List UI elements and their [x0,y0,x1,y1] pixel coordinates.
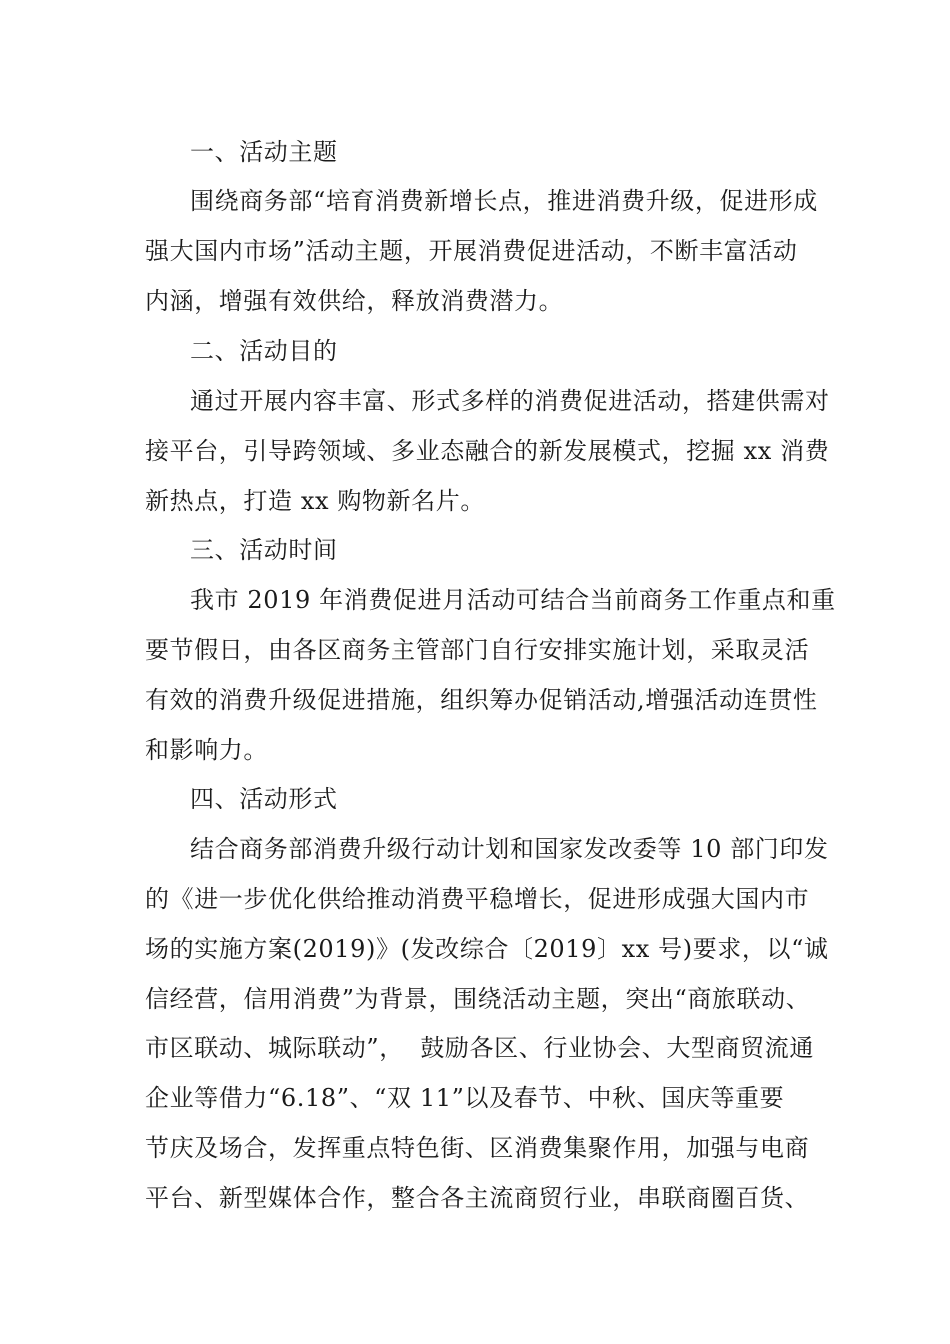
paragraph-line: 强大国内市场”活动主题，开展消费促进活动，不断丰富活动 [145,237,798,265]
paragraph-line: 平台、新型媒体合作，整合各主流商贸行业，串联商圈百货、 [145,1184,810,1212]
section-heading-time: 三、活动时间 [190,536,338,564]
paragraph-line: 围绕商务部“培育消费新增长点，推进消费升级，促进形成 [190,187,818,215]
paragraph-line: 内涵，增强有效供给，释放消费潜力。 [145,287,564,315]
paragraph-line: 信经营，信用消费”为背景，围绕活动主题，突出“商旅联动、 [145,985,811,1013]
section-heading-theme: 一、活动主题 [190,138,338,166]
paragraph-line: 的《进一步优化供给推动消费平稳增长，促进形成强大国内市 [145,885,810,913]
paragraph-line: 企业等借力“6.18”、“双 11”以及春节、中秋、国庆等重要 [145,1084,785,1112]
paragraph-line: 市区联动、城际联动”， 鼓励各区、行业协会、大型商贸流通 [145,1034,814,1062]
paragraph-line: 节庆及场合，发挥重点特色街、区消费集聚作用，加强与电商 [145,1134,810,1162]
paragraph-line: 结合商务部消费升级行动计划和国家发改委等 10 部门印发 [190,835,829,863]
paragraph-line: 有效的消费升级促进措施，组织筹办促销活动,增强活动连贯性 [145,686,818,714]
paragraph-line: 新热点，打造 xx 购物新名片。 [145,487,485,515]
paragraph-line: 通过开展内容丰富、形式多样的消费促进活动，搭建供需对 [190,387,830,415]
section-heading-purpose: 二、活动目的 [190,337,338,365]
paragraph-line: 和影响力。 [145,736,268,764]
paragraph-line: 我市 2019 年消费促进月活动可结合当前商务工作重点和重 [190,586,836,614]
paragraph-line: 场的实施方案(2019)》(发改综合〔2019〕xx 号)要求，以“诚 [145,935,829,963]
section-heading-form: 四、活动形式 [190,785,338,813]
paragraph-line: 要节假日，由各区商务主管部门自行安排实施计划，采取灵活 [145,636,810,664]
paragraph-line: 接平台，引导跨领域、多业态融合的新发展模式，挖掘 xx 消费 [145,437,830,465]
